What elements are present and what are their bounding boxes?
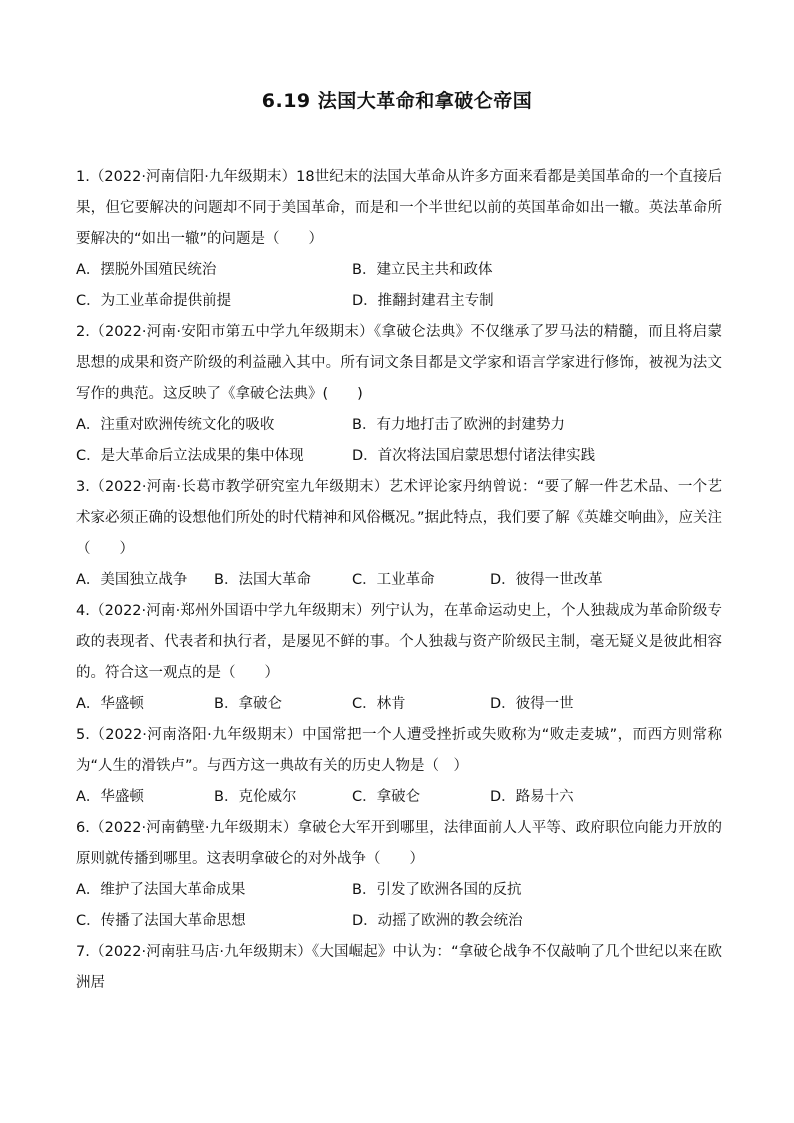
option-list [76, 255, 722, 317]
question-list [76, 162, 722, 999]
question-stem: 2.（2022·河南·安阳市第五中学九年级期末）《拿破仑法典》不仅继承了罗马法的精髓，而且将启蒙思想的成果和资产阶级的利益融入其中。所有词文条目都是文学家和语言学家进行修饰，被视为法文写作的典范。这反映了《拿破仑法典》( ) [76, 324, 722, 402]
option-d: D．动摇了欧洲的教会统治 [352, 913, 523, 929]
option-a: A．华盛顿 [76, 789, 144, 805]
option-c: C．为工业革命提供前提 [76, 293, 232, 309]
question-7 [76, 937, 722, 999]
option-a: A．维护了法国大革命成果 [76, 882, 246, 898]
option-b: B．克伦威尔 [214, 789, 297, 805]
question-stem: 1.（2022·河南信阳·九年级期末）18世纪末的法国大革命从许多方面来看都是美国革命的一个直接后果，但它要解决的问题却不同于美国革命，而是和一个半世纪以前的英国革命如出一辙。英法革命所要解决的“如出一辙”的问题是（ ） [76, 169, 722, 247]
question-4 [76, 596, 722, 720]
option-c: C．是大革命后立法成果的集中体现 [76, 448, 304, 464]
option-b: B．建立民主共和政体 [352, 262, 493, 278]
option-a: A．美国独立战争 [76, 572, 188, 588]
question-3 [76, 472, 722, 596]
option-c: C．拿破仑 [352, 789, 421, 805]
option-a: A．注重对欧洲传统文化的吸收 [76, 417, 275, 433]
question-stem: 5.（2022·河南洛阳·九年级期末）中国常把一个人遭受挫折或失败称为“败走麦城”，而西方则常称为“人生的滑铁卢”。与西方这一典故有关的历史人物是（ ） [76, 727, 722, 774]
question-stem: 6.（2022·河南鹤壁·九年级期末）拿破仑大军开到哪里，法律面前人人平等、政府职位向能力开放的原则就传播到哪里。这表明拿破仑的对外战争（ ） [76, 820, 722, 867]
option-b: B．引发了欧洲各国的反抗 [352, 882, 522, 898]
option-list [76, 410, 722, 472]
option-c: C．林肯 [352, 696, 406, 712]
option-list [76, 782, 722, 813]
option-d: D．首次将法国启蒙思想付诸法律实践 [352, 448, 596, 464]
option-c: C．传播了法国大革命思想 [76, 913, 246, 929]
option-d: D．彼得一世 [490, 696, 574, 712]
option-d: D．推翻封建君主专制 [352, 293, 494, 309]
question-stem: 7.（2022·河南驻马店·九年级期末）《大国崛起》中认为：“拿破仑战争不仅敲响了几个世纪以来在欧洲居 [76, 944, 722, 991]
question-1 [76, 162, 722, 317]
option-list [76, 565, 722, 596]
option-list [76, 875, 722, 937]
option-list [76, 689, 722, 720]
option-b: B．有力地打击了欧洲的封建势力 [352, 417, 565, 433]
option-a: A．华盛顿 [76, 696, 144, 712]
question-stem: 3.（2022·河南·长葛市教学研究室九年级期末）艺术评论家丹纳曾说：“要了解一件艺术品、一个艺术家必须正确的设想他们所处的时代精神和风俗概况。”据此特点，我们要了解《英雄交响曲》，应关注（ ） [76, 479, 722, 557]
option-d: D．路易十六 [490, 789, 574, 805]
option-b: B．拿破仑 [214, 696, 282, 712]
question-stem: 4.（2022·河南·郑州外国语中学九年级期末）列宁认为，在革命运动史上，个人独裁成为革命阶级专政的表现者、代表者和执行者，是屡见不鲜的事。个人独裁与资产阶级民主制，毫无疑义是彼此相容的。符合这一观点的是（ ） [76, 603, 722, 681]
option-c: C．工业革命 [352, 572, 435, 588]
option-a: A．摆脱外国殖民统治 [76, 262, 217, 278]
question-5 [76, 720, 722, 813]
option-b: B．法国大革命 [214, 572, 311, 588]
question-2 [76, 317, 722, 472]
page-title: 6.19 法国大革命和拿破仑帝国 [261, 90, 533, 112]
question-6 [76, 813, 722, 937]
option-d: D．彼得一世改革 [490, 572, 603, 588]
